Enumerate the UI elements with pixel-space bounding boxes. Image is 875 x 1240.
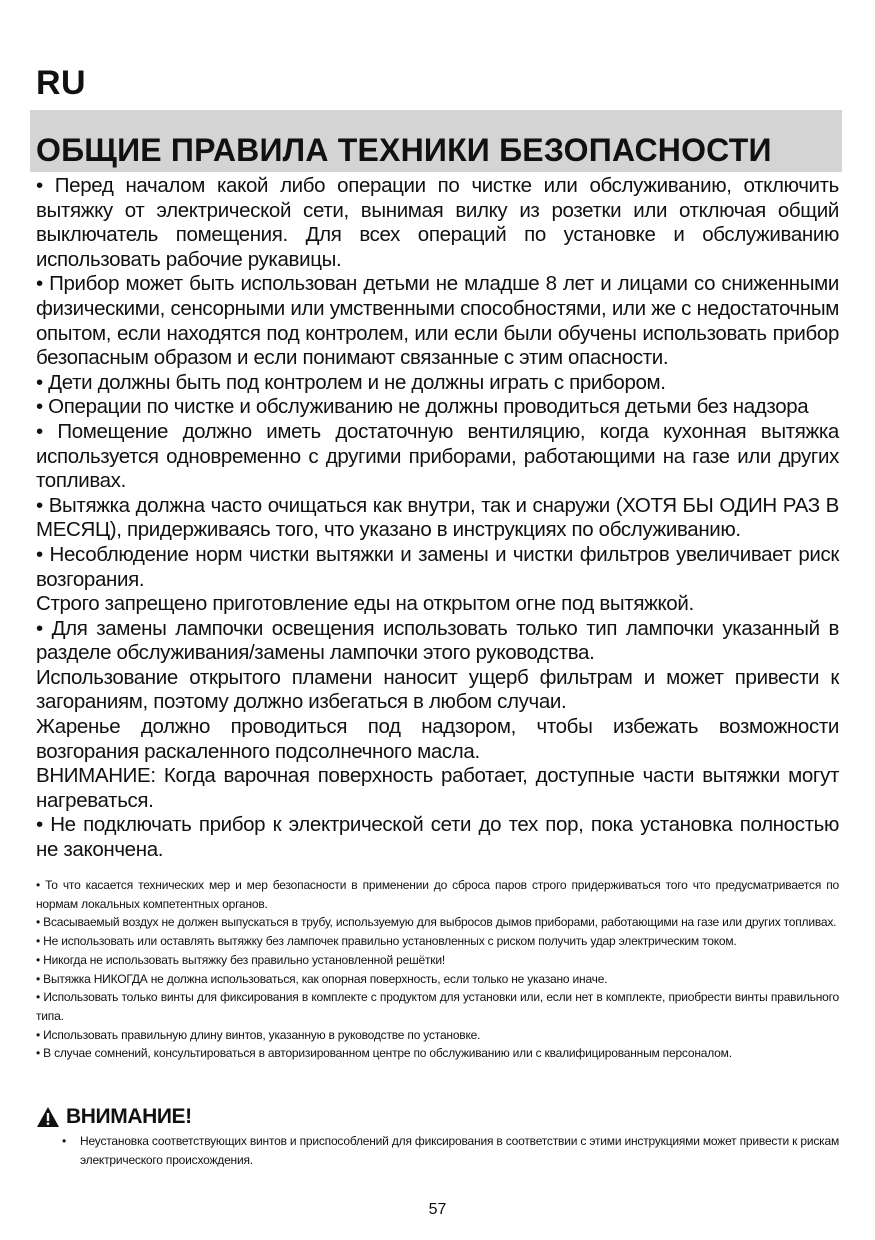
fine-print-item: • Никогда не использовать вытяжку без правильно установленной решётки! [36,952,445,967]
warning-heading [36,1105,192,1129]
paragraph: • Помещение должно иметь достаточную вентиляцию, когда кухонная вытяжка используется одновременно с другими приборами, работающими на газе или других топливах. [36,419,839,493]
paragraph: • Вытяжка должна часто очищаться как внутри, так и снаружи (ХОТЯ БЫ ОДИН РАЗ В МЕСЯЦ), придерживаясь того, что указано в инструкциях по обслуживанию. [36,493,839,542]
page-title: ОБЩИЕ ПРАВИЛА ТЕХНИКИ БЕЗОПАСНОСТИ [36,132,772,168]
fine-print-item: • Вытяжка НИКОГДА не должна использоваться, как опорная поверхность, если только не указано иначе. [36,971,608,986]
warning-text: Неустановка соответствующих винтов и приспособлений для фиксирования в соответствии с этими инструкциями может привести к рискам электрического происхождения. [80,1134,839,1167]
fine-print-item: • Не использовать или оставлять вытяжку без лампочек правильно установленных с риском получить удар электрическим током. [36,934,737,949]
warning-title: ВНИМАНИЕ! [66,1105,192,1128]
warning-triangle-icon [36,1106,60,1128]
fine-print-item: • Использовать правильную длину винтов, указанную в руководстве по установке. [36,1027,481,1042]
paragraph: • Не подключать прибор к электрической сети до тех пор, пока установка полностью не закончена. [36,813,839,862]
page-number: 57 [428,1201,447,1218]
fine-print-item: • Использовать только винты для фиксирования в комплекте с продуктом для установки или, если нет в комплекте, приобрести винты правильного типа. [36,990,839,1023]
fine-print-item: • Всасываемый воздух не должен выпускаться в трубу, используемую для выбросов дымов приборами, работающими на газе или других топливах. [36,915,837,930]
paragraph: • Операции по чистке и обслуживанию не должны проводиться детьми без надзора [36,395,809,419]
paragraph: ВНИМАНИЕ: Когда варочная поверхность работает, доступные части вытяжки могут нагреваться. [36,764,839,812]
bullet: • [62,1134,67,1148]
paragraph: Использование открытого пламени наносит ущерб фильтрам и может привести к загораниям, поэтому должно избегаться в любом случаи. [36,665,839,714]
paragraph: • Перед началом какой либо операции по чистке или обслуживанию, отключить вытяжку от электрической сети, вынимая вилку из розетки или отключая общий выключатель помещения. Для всех операций по установке и обслуживанию использовать рабочие рукавицы. [36,174,839,271]
paragraph: Жаренье должно проводиться под надзором, чтобы избежать возможности возгорания раскаленного подсолнечного масла. [36,715,839,763]
fine-print-item: • В случае сомнений, консультироваться в авторизированном центре по обслуживанию или с квалифицированным персоналом. [36,1046,732,1061]
fine-print-item: • То что касается технических мер и мер безопасности в применении до сброса паров строго придерживаться того что предусматривается по нормам локальных компетентных органов. [36,878,839,911]
paragraph: • Для замены лампочки освещения использовать только тип лампочки указанный в разделе обслуживания/замены лампочки этого руководства. [36,616,839,665]
main-safety-text [36,174,839,863]
paragraph: • Дети должны быть под контролем и не должны играть с прибором. [36,370,666,394]
paragraph: • Прибор может быть использован детьми не младше 8 лет и лицами со сниженными физическими, сенсорными или умственными способностями, или же с недостаточным опытом, если находятся под контролем, или если были обучены использовать прибор безопасным образом и если понимают связанные с этим опасности. [36,272,839,370]
language-label: RU [36,64,87,102]
paragraph: Строго запрещено приготовление еды на открытом огне под вытяжкой. [36,592,694,616]
warning-item [62,1132,839,1170]
paragraph: • Несоблюдение норм чистки вытяжки и замены и чистки фильтров увеличивает риск возгорания. [36,542,839,591]
fine-print-text [36,876,839,1063]
